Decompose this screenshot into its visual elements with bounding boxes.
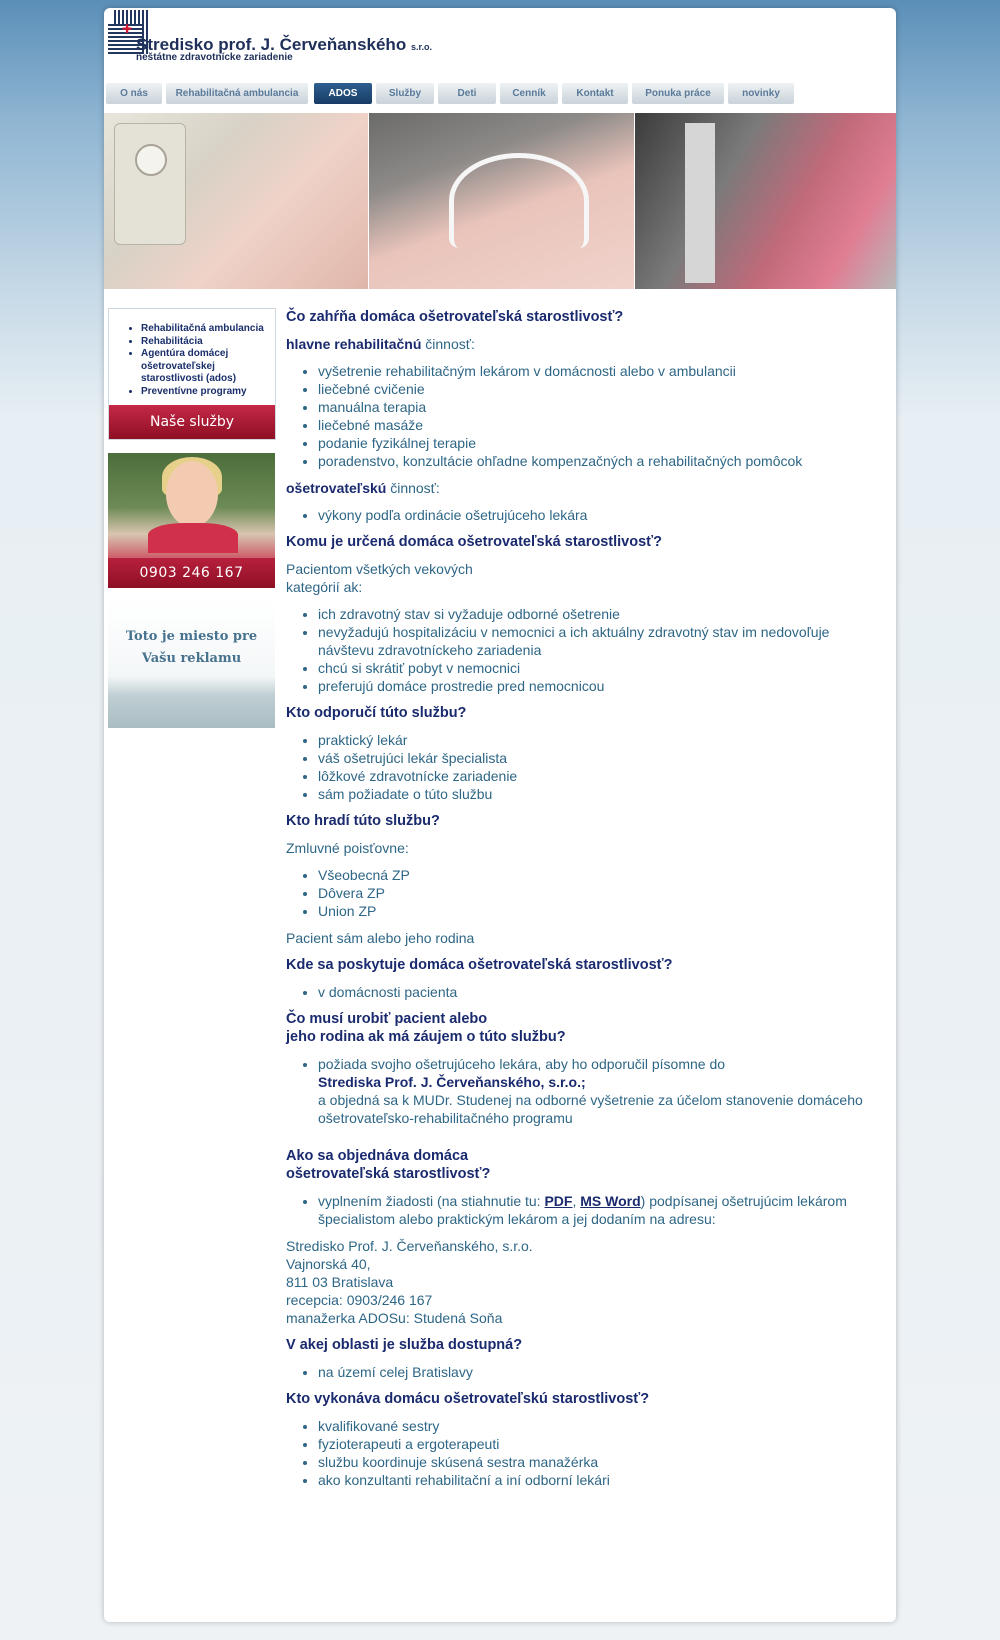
list-item: • kvalifikované sestry bbox=[318, 1417, 886, 1435]
q7-text1: vyplnením žiadosti (na stiahnutie tu: bbox=[318, 1193, 545, 1209]
receptionist-face bbox=[166, 461, 218, 527]
list-item: • lôžkové zdravotnícke zariadenie bbox=[318, 767, 886, 785]
list-item: • podanie fyzikálnej terapie bbox=[318, 434, 886, 452]
msword-download-link[interactable]: MS Word bbox=[580, 1193, 641, 1209]
heading-q6-line2: jeho rodina ak má záujem o túto službu? bbox=[286, 1029, 566, 1045]
q7-text2: ) podpísanej ošetrujúcim lekárom špecialistom alebo praktickým lekárom a jej dodaním na adresu: bbox=[318, 1193, 847, 1227]
heading-q9: Kto vykonáva domácu ošetrovateľskú starostlivosť? bbox=[286, 1391, 650, 1407]
sidebar-ad-space[interactable] bbox=[108, 598, 275, 728]
q3-list bbox=[286, 731, 886, 803]
ad-text-line1: Toto je miesto pre bbox=[125, 629, 258, 644]
list-item: • nevyžadujú hospitalizáciu v nemocnici a ich aktuálny zdravotný stav im nedovoľuje návštevu zdravotníckeho zariadenia bbox=[318, 623, 886, 659]
list-item: • fyzioterapeuti a ergoterapeuti bbox=[318, 1435, 886, 1453]
list-item: • Dôvera ZP bbox=[318, 884, 886, 902]
red-cross-icon: ✚ bbox=[122, 22, 133, 36]
rehab-label-bold: hlavne rehabilitačnú bbox=[286, 336, 422, 352]
q2-intro-1: Pacientom všetkých vekových bbox=[286, 561, 473, 577]
nav-o-nas[interactable]: O nás bbox=[106, 83, 162, 104]
site-subtitle: neštátne zdravotnícke zariadenie bbox=[136, 52, 293, 63]
nav-kontakt[interactable]: Kontakt bbox=[562, 83, 628, 104]
heading-q6 bbox=[286, 1010, 886, 1046]
heading-q4: Kto hradí túto službu? bbox=[286, 813, 440, 829]
list-item bbox=[318, 1192, 886, 1228]
site-title-suffix: s.r.o. bbox=[410, 42, 432, 52]
list-item: • vyšetrenie rehabilitačným lekárom v domácnosti alebo v ambulancii bbox=[318, 362, 886, 380]
rehab-label-rest: činnosť: bbox=[421, 336, 475, 352]
heading-q7-line2: ošetrovateľská starostlivosť? bbox=[286, 1166, 491, 1182]
nav-deti[interactable]: Deti bbox=[438, 83, 496, 104]
address-line: Vajnorská 40, bbox=[286, 1256, 371, 1272]
nav-ponuka-prace[interactable]: Ponuka práce bbox=[632, 83, 724, 104]
banner-photo-electrotherapy bbox=[104, 113, 368, 289]
list-item: • liečebné cvičenie bbox=[318, 380, 886, 398]
sidebar-item-rehab-ambulancia[interactable]: • Rehabilitačná ambulancia bbox=[141, 323, 275, 336]
rehab-list bbox=[286, 362, 886, 470]
heading-q5: Kde sa poskytuje domáca ošetrovateľská starostlivosť? bbox=[286, 957, 673, 973]
nav-ados[interactable]: ADOS bbox=[314, 83, 372, 104]
site-title-text: Stredisko prof. J. Červeňanského bbox=[136, 35, 407, 54]
nurse-label bbox=[286, 479, 886, 497]
list-item: • preferujú domáce prostredie pred nemocnicou bbox=[318, 677, 886, 695]
list-item: • na území celej Bratislavy bbox=[318, 1363, 886, 1381]
nurse-label-rest: činnosť: bbox=[386, 480, 440, 496]
rehab-label bbox=[286, 335, 886, 353]
heading-q7 bbox=[286, 1147, 886, 1183]
nav-cennik[interactable]: Cenník bbox=[500, 83, 558, 104]
nav-sluzby[interactable]: Služby bbox=[376, 83, 434, 104]
list-item: • službu koordinuje skúsená sestra manažérka bbox=[318, 1453, 886, 1471]
q9-list bbox=[286, 1417, 886, 1489]
list-item: • Všeobecná ZP bbox=[318, 866, 886, 884]
nav-novinky[interactable]: novinky bbox=[728, 83, 794, 104]
list-item: • praktický lekár bbox=[318, 731, 886, 749]
ad-text bbox=[108, 626, 275, 670]
list-item: • ich zdravotný stav si vyžaduje odborné ošetrenie bbox=[318, 605, 886, 623]
heading-q7-line1: Ako sa objednáva domáca bbox=[286, 1148, 469, 1164]
list-item: • sám požiadate o túto službu bbox=[318, 785, 886, 803]
q2-intro-2: kategórií ak: bbox=[286, 579, 363, 595]
list-item: • váš ošetrujúci lekár špecialista bbox=[318, 749, 886, 767]
list-item: • Union ZP bbox=[318, 902, 886, 920]
heading-q8: V akej oblasti je služba dostupná? bbox=[286, 1337, 523, 1353]
nav-rehabilitacna-ambulancia[interactable]: Rehabilitačná ambulancia bbox=[166, 83, 308, 104]
address-line: manažerka ADOSu: Studená Soňa bbox=[286, 1310, 503, 1326]
main-content bbox=[286, 308, 886, 1489]
q8-list bbox=[286, 1363, 886, 1381]
address-line: 811 03 Bratislava bbox=[286, 1274, 394, 1290]
sidebar-item-ados[interactable]: • Agentúra domácej ošetrovateľskej starostlivosti (ados) bbox=[141, 348, 275, 386]
pdf-download-link[interactable]: PDF bbox=[544, 1193, 573, 1209]
list-item: • ako konzultanti rehabilitační a iní odborní lekári bbox=[318, 1471, 886, 1489]
nurse-label-bold: ošetrovateľskú bbox=[286, 480, 387, 496]
sidebar-item-rehabilitacia[interactable]: • Rehabilitácia bbox=[141, 336, 275, 349]
heading-q1: Čo zahŕňa domáca ošetrovateľská starostlivosť? bbox=[286, 309, 624, 325]
sidebar-services-list bbox=[109, 323, 275, 398]
list-item: • liečebné masáže bbox=[318, 416, 886, 434]
nurse-list bbox=[286, 506, 886, 524]
sidebar-services bbox=[108, 308, 276, 440]
q7-separator: , bbox=[572, 1193, 581, 1209]
q4-outro: Pacient sám alebo jeho rodina bbox=[286, 930, 475, 946]
ad-text-line2: Vašu reklamu bbox=[141, 651, 242, 666]
sidebar-item-preventivne[interactable]: • Preventívne programy bbox=[141, 386, 275, 399]
list-item: • poradenstvo, konzultácie ohľadne kompenzačných a rehabilitačných pomôcok bbox=[318, 452, 886, 470]
q6-org-name: Strediska Prof. J. Červeňanského, s.r.o.; bbox=[318, 1074, 586, 1090]
q2-list bbox=[286, 605, 886, 695]
q6-text1: požiada svojho ošetrujúceho lekára, aby ho odporučil písomne do bbox=[318, 1056, 726, 1072]
address-line: Stredisko Prof. J. Červeňanského, s.r.o. bbox=[286, 1238, 533, 1254]
list-item: • manuálna terapia bbox=[318, 398, 886, 416]
sidebar-contact-banner[interactable] bbox=[108, 453, 275, 588]
q6-list bbox=[286, 1055, 886, 1127]
heading-q3: Kto odporučí túto službu? bbox=[286, 705, 467, 721]
q4-intro: Zmluvné poisťovne: bbox=[286, 840, 409, 856]
banner-photo-exercise bbox=[635, 113, 896, 289]
list-item: • výkony podľa ordinácie ošetrujúceho lekára bbox=[318, 506, 886, 524]
receptionist-body bbox=[148, 523, 238, 553]
q4-list bbox=[286, 866, 886, 920]
page-container bbox=[104, 8, 896, 1622]
address-line: recepcia: 0903/246 167 bbox=[286, 1292, 433, 1308]
header-banner bbox=[104, 113, 896, 289]
q6-text2: a objedná sa k MUDr. Studenej na odborné vyšetrenie za účelom stanovenie domáceho ošetrovateľsko-rehabilitačného programu bbox=[318, 1092, 863, 1126]
address-block bbox=[286, 1237, 886, 1327]
phone-number[interactable]: 0903 246 167 bbox=[108, 558, 275, 588]
list-item: • chcú si skrátiť pobyt v nemocnici bbox=[318, 659, 886, 677]
list-item bbox=[318, 1055, 886, 1127]
banner-photo-therapy-device bbox=[369, 113, 634, 289]
list-item: • v domácnosti pacienta bbox=[318, 983, 886, 1001]
heading-q6-line1: Čo musí urobiť pacient alebo bbox=[286, 1011, 488, 1027]
nase-sluzby-button[interactable]: Naše služby bbox=[109, 405, 275, 439]
heading-q2: Komu je určená domáca ošetrovateľská starostlivosť? bbox=[286, 534, 662, 550]
q5-list bbox=[286, 983, 886, 1001]
q7-list bbox=[286, 1192, 886, 1228]
